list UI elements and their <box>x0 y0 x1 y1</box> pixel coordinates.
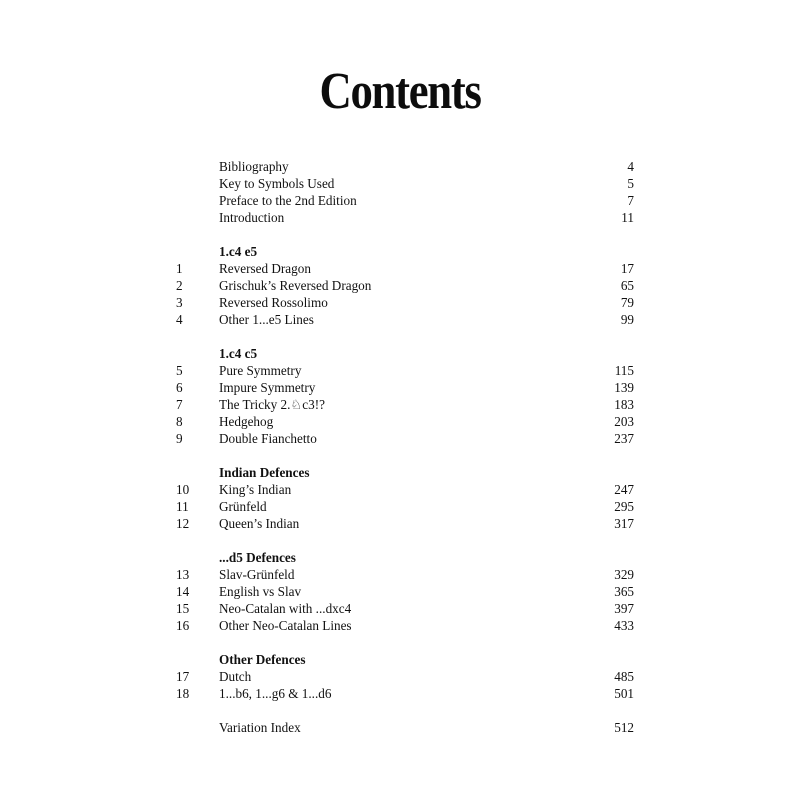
section-heading-label: 1.c4 c5 <box>219 346 258 361</box>
chapter-title: Other Neo-Catalan Lines <box>219 618 352 633</box>
toc-entry-chapter[interactable] <box>0 430 800 447</box>
chapter-title: Neo-Catalan with ...dxc4 <box>219 601 352 616</box>
entry-page-number: 115 <box>614 363 634 378</box>
chapter-number: 6 <box>176 380 183 395</box>
chapter-title: Slav-Grünfeld <box>219 567 295 582</box>
toc-entry-chapter[interactable] <box>0 668 800 685</box>
chapter-number: 15 <box>176 601 190 616</box>
chapter-title: Queen’s Indian <box>219 516 300 531</box>
chapter-number: 16 <box>176 618 190 633</box>
toc-entry-chapter[interactable] <box>0 396 800 413</box>
toc-entry-chapter[interactable] <box>0 600 800 617</box>
chapter-number: 7 <box>176 397 183 412</box>
toc-entry-chapter[interactable] <box>0 260 800 277</box>
toc-entry-chapter[interactable] <box>0 362 800 379</box>
entry-page-number: 203 <box>614 414 634 429</box>
chapter-title: Impure Symmetry <box>219 380 316 395</box>
entry-page-number: 99 <box>620 312 634 327</box>
chapter-number: 9 <box>176 431 183 446</box>
section-spacer <box>0 447 800 464</box>
section-heading <box>0 464 800 481</box>
entry-page-number: 485 <box>614 669 634 684</box>
chapter-title: Hedgehog <box>219 414 274 429</box>
toc-entry-chapter[interactable] <box>0 379 800 396</box>
chapter-number: 10 <box>176 482 190 497</box>
entry-page-number: 433 <box>614 618 634 633</box>
table-of-contents <box>0 158 800 736</box>
chapter-number: 4 <box>176 312 183 327</box>
chapter-title: Grünfeld <box>219 499 267 514</box>
section-spacer <box>0 226 800 243</box>
entry-page-number: 237 <box>614 431 634 446</box>
toc-entry-chapter[interactable] <box>0 685 800 702</box>
section-spacer <box>0 328 800 345</box>
entry-label: Key to Symbols Used <box>219 176 335 191</box>
section-heading-label: Indian Defences <box>219 465 310 480</box>
entry-page-number: 365 <box>614 584 634 599</box>
chapter-number: 14 <box>176 584 190 599</box>
entry-page-number: 79 <box>620 295 634 310</box>
section-heading <box>0 243 800 260</box>
chapter-number: 2 <box>176 278 183 293</box>
entry-page-number: 329 <box>614 567 634 582</box>
toc-entry-chapter[interactable] <box>0 294 800 311</box>
page-title: Contents <box>319 63 481 120</box>
entry-page-number: 247 <box>614 482 634 497</box>
section-spacer <box>0 702 800 719</box>
section-spacer <box>0 634 800 651</box>
chapter-number: 11 <box>176 499 189 514</box>
toc-entry-chapter[interactable] <box>0 481 800 498</box>
chapter-number: 12 <box>176 516 190 531</box>
chapter-number: 17 <box>176 669 190 684</box>
entry-page-number: 183 <box>614 397 634 412</box>
chapter-number: 18 <box>176 686 190 701</box>
entry-label: Variation Index <box>219 720 301 735</box>
entry-page-number: 4 <box>627 159 634 174</box>
entry-page-number: 317 <box>614 516 634 531</box>
entry-page-number: 397 <box>614 601 634 616</box>
section-heading-label: ...d5 Defences <box>219 550 296 565</box>
toc-entry-chapter[interactable] <box>0 566 800 583</box>
entry-page-number: 295 <box>614 499 634 514</box>
entry-page-number: 17 <box>620 261 634 276</box>
toc-entry-variation-index[interactable] <box>0 719 800 736</box>
toc-entry-introduction[interactable] <box>0 209 800 226</box>
toc-entry-chapter[interactable] <box>0 277 800 294</box>
entry-page-number: 139 <box>614 380 634 395</box>
chapter-title: English vs Slav <box>219 584 302 599</box>
toc-entry-chapter[interactable] <box>0 413 800 430</box>
toc-entry-chapter[interactable] <box>0 617 800 634</box>
chapter-title: Grischuk’s Reversed Dragon <box>219 278 372 293</box>
section-heading <box>0 651 800 668</box>
section-heading <box>0 345 800 362</box>
toc-entry-preface[interactable] <box>0 192 800 209</box>
chapter-number: 1 <box>176 261 183 276</box>
section-spacer <box>0 532 800 549</box>
entry-page-number: 11 <box>621 210 634 225</box>
toc-entry-chapter[interactable] <box>0 515 800 532</box>
section-heading <box>0 549 800 566</box>
chapter-title: Reversed Rossolimo <box>219 295 328 310</box>
entry-label: Bibliography <box>219 159 289 174</box>
entry-page-number: 5 <box>627 176 634 191</box>
entry-label: Introduction <box>219 210 285 225</box>
entry-page-number: 7 <box>627 193 634 208</box>
chapter-number: 8 <box>176 414 183 429</box>
chapter-title: King’s Indian <box>219 482 292 497</box>
chapter-title: Dutch <box>219 669 252 684</box>
entry-label: Preface to the 2nd Edition <box>219 193 357 208</box>
toc-entry-key-to-symbols[interactable] <box>0 175 800 192</box>
chapter-title: The Tricky 2.♘c3!? <box>219 397 325 412</box>
entry-page-number: 512 <box>614 720 634 735</box>
section-heading-label: Other Defences <box>219 652 306 667</box>
chapter-number: 3 <box>176 295 183 310</box>
chapter-title: Reversed Dragon <box>219 261 311 276</box>
chapter-title: 1...b6, 1...g6 & 1...d6 <box>219 686 332 701</box>
toc-entry-chapter[interactable] <box>0 583 800 600</box>
entry-page-number: 501 <box>614 686 634 701</box>
chapter-title: Pure Symmetry <box>219 363 302 378</box>
chapter-title: Other 1...e5 Lines <box>219 312 314 327</box>
entry-page-number: 65 <box>620 278 634 293</box>
section-heading-label: 1.c4 e5 <box>219 244 258 259</box>
toc-entry-chapter[interactable] <box>0 498 800 515</box>
chapter-number: 5 <box>176 363 183 378</box>
toc-entry-chapter[interactable] <box>0 311 800 328</box>
chapter-title: Double Fianchetto <box>219 431 317 446</box>
toc-entry-bibliography[interactable] <box>0 158 800 175</box>
chapter-number: 13 <box>176 567 190 582</box>
